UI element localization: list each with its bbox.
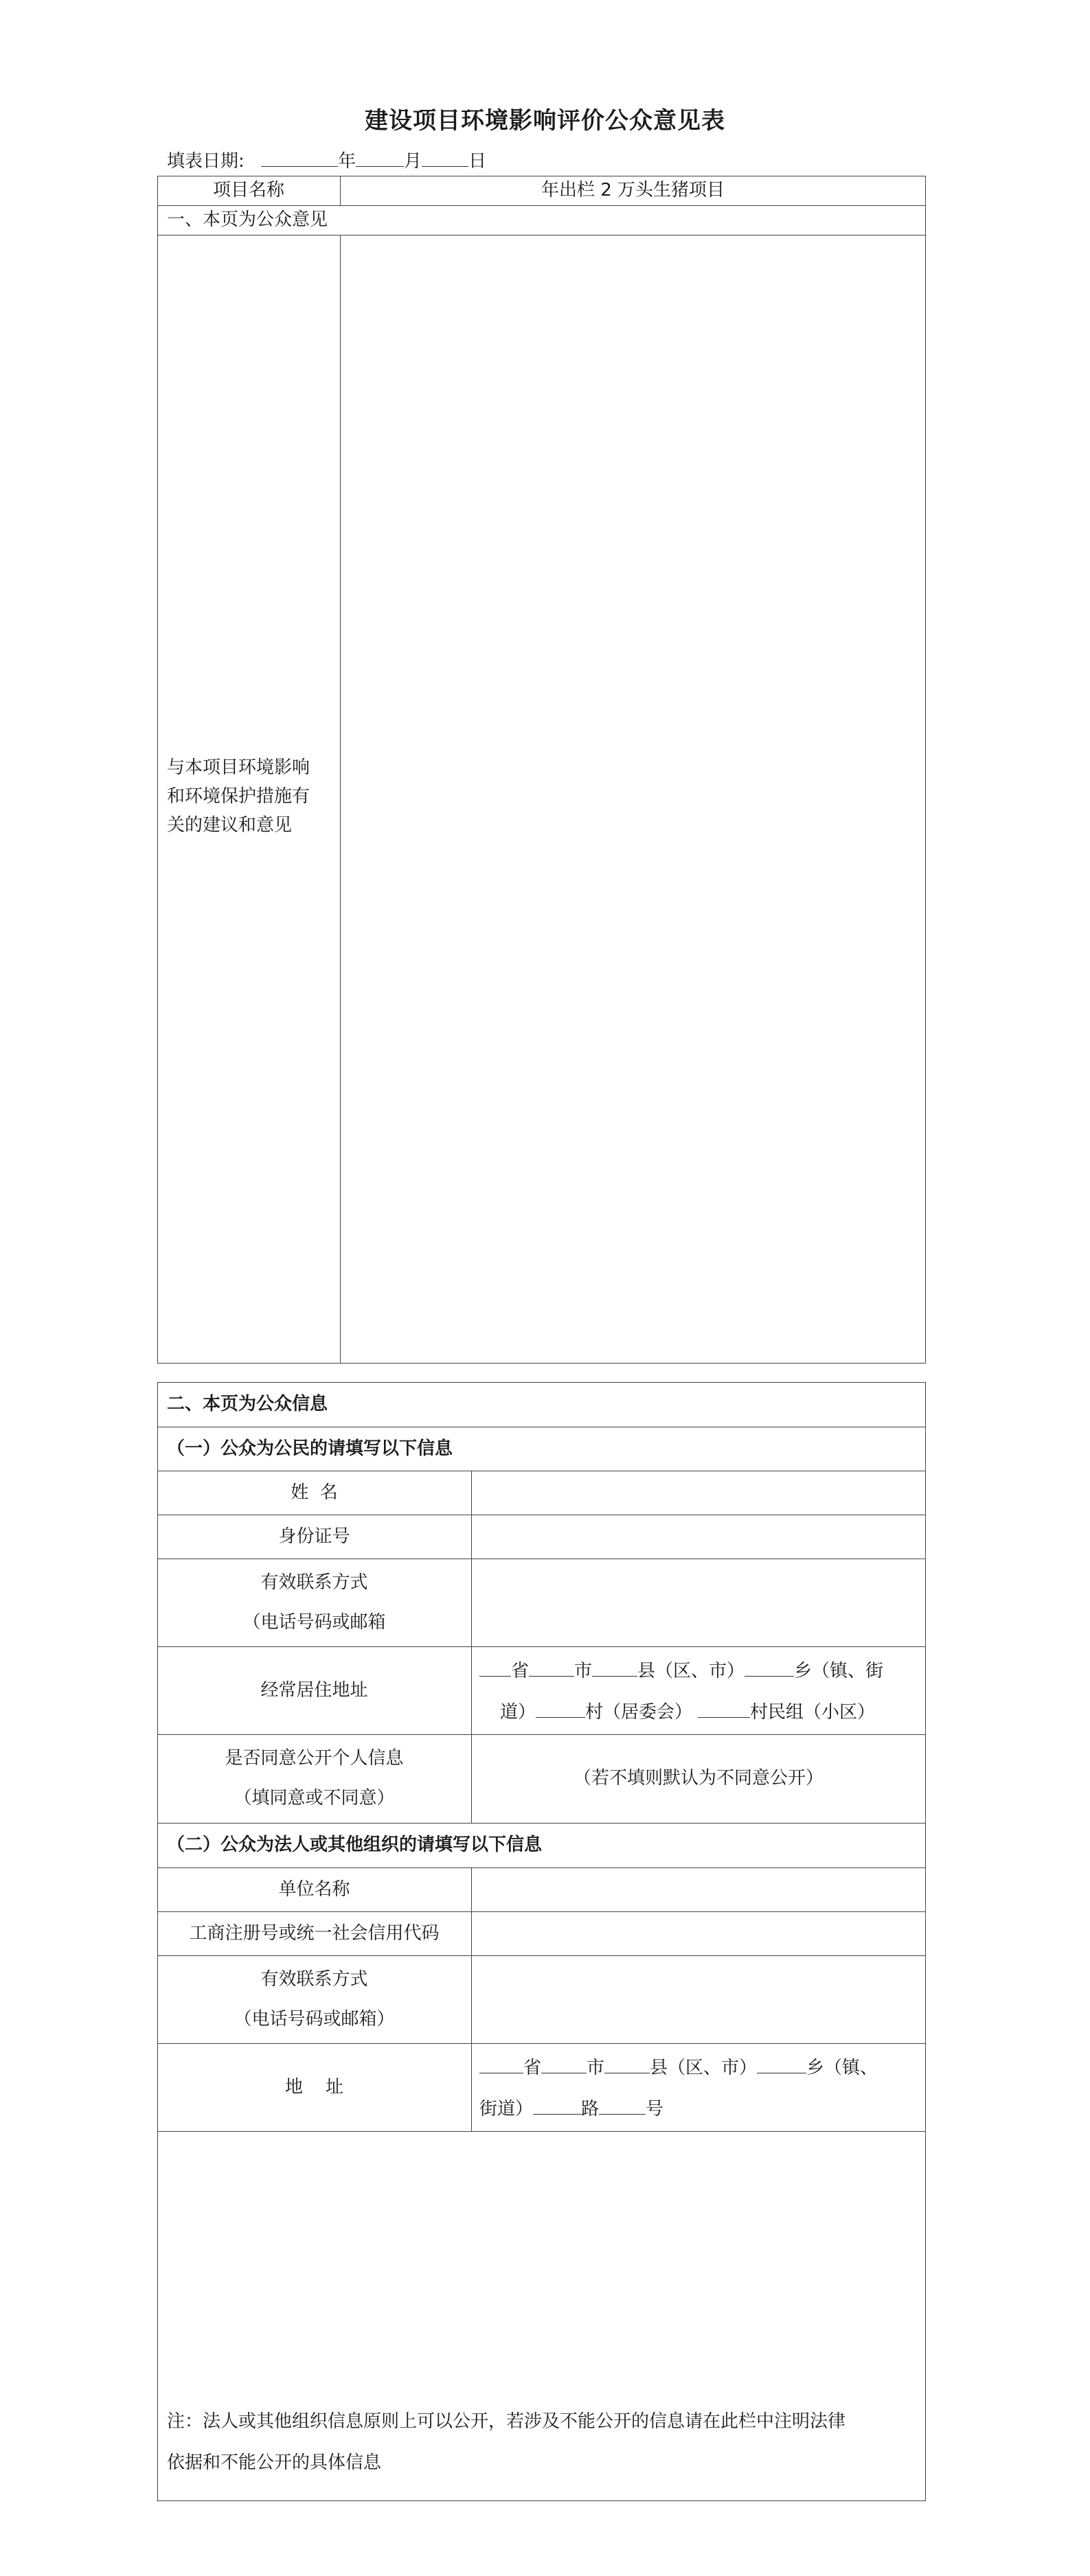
address-fields[interactable] (479, 1651, 883, 1733)
opinion-input-area[interactable] (341, 236, 924, 1362)
note-input-area[interactable] (159, 2132, 924, 2393)
org-contact-input[interactable] (473, 1957, 924, 2043)
consent-input[interactable]: （若不填则默认为不同意公开） (573, 1768, 824, 1789)
org-town-blank[interactable] (757, 2055, 806, 2073)
org-number-blank[interactable] (599, 2096, 646, 2115)
contact-label-line: 有效联系方式 (260, 1572, 368, 1593)
address-line-2 (479, 1692, 883, 1733)
village-label: 村（居委会） (585, 1702, 693, 1723)
county-blank[interactable] (592, 1658, 637, 1677)
street-label: 道） (500, 1702, 536, 1723)
section2-header: 二、本页为公众信息 (167, 1394, 328, 1414)
org-name-input[interactable] (473, 1869, 924, 1911)
org-header: （二）公众为法人或其他组织的请填写以下信息 (167, 1835, 543, 1855)
contact-label-line: （电话号码或邮箱 (242, 1612, 386, 1633)
org-town-label: 乡（镇、 (806, 2058, 878, 2078)
table-row-divider (157, 2131, 926, 2132)
village-blank[interactable] (536, 1699, 585, 1718)
opinion-label-line: 关的建议和意见 (167, 815, 293, 836)
org-number-label: 号 (646, 2099, 664, 2119)
year-blank[interactable] (261, 150, 338, 167)
org-contact-label-line: 有效联系方式 (260, 1969, 368, 1990)
org-province-blank[interactable] (479, 2055, 523, 2073)
project-name-value: 年出栏 2 万头生猪项目 (541, 180, 725, 200)
opinion-label-line: 和环境保护措施有 (167, 786, 310, 807)
province-label: 省 (511, 1661, 530, 1681)
name-input[interactable] (473, 1472, 924, 1515)
fill-date (167, 147, 486, 172)
org-county-label: 县（区、市） (650, 2058, 758, 2078)
project-name-label: 项目名称 (212, 180, 284, 200)
id-input[interactable] (473, 1516, 924, 1559)
note-line: 依据和不能公开的具体信息 (167, 2452, 382, 2473)
org-name-label: 单位名称 (278, 1879, 350, 1900)
contact-label (157, 1563, 471, 1642)
table-col-divider (471, 1867, 472, 2131)
org-county-blank[interactable] (604, 2055, 650, 2073)
contact-input[interactable] (473, 1560, 924, 1646)
org-road-label: 路 (581, 2099, 600, 2119)
day-label: 日 (468, 151, 487, 172)
org-city-blank[interactable] (541, 2055, 587, 2073)
org-contact-label-line: （电话号码或邮箱） (234, 2009, 395, 2029)
consent-label-line: （填同意或不同意） (234, 1788, 395, 1808)
table-row-divider (157, 1955, 926, 1956)
org-address-fields[interactable] (479, 2047, 878, 2130)
citizen-header: （一）公众为公民的请填写以下信息 (167, 1438, 453, 1459)
org-city-label: 市 (587, 2058, 605, 2078)
consent-label-line: 是否同意公开个人信息 (225, 1748, 404, 1769)
province-blank[interactable] (479, 1658, 511, 1677)
form-title: 建设项目环境影响评价公众意见表 (365, 107, 725, 135)
town-label: 乡（镇、街 (794, 1661, 884, 1681)
opinion-label (167, 753, 342, 840)
day-blank[interactable] (422, 150, 468, 167)
address-label: 经常居住地址 (260, 1680, 368, 1701)
consent-label (157, 1738, 471, 1818)
org-address-line-1 (479, 2047, 878, 2089)
city-blank[interactable] (529, 1658, 574, 1677)
group-blank[interactable] (698, 1699, 750, 1718)
city-label: 市 (574, 1661, 593, 1681)
org-code-input[interactable] (473, 1913, 924, 1955)
month-label: 月 (404, 151, 422, 172)
org-address-label: 地 址 (284, 2077, 344, 2097)
town-blank[interactable] (745, 1658, 794, 1677)
org-code-label: 工商注册号或统一社会信用代码 (189, 1923, 440, 1944)
org-street-label: 街道） (479, 2099, 534, 2119)
fill-date-label: 填表日期: (167, 151, 245, 172)
org-province-label: 省 (523, 2058, 542, 2078)
org-address-line-2 (479, 2089, 878, 2130)
note-line: 注：法人或其他组织信息原则上可以公开，若涉及不能公开的信息请在此栏中注明法律 (167, 2411, 846, 2432)
address-line-1 (479, 1651, 883, 1692)
county-label: 县（区、市） (637, 1661, 745, 1681)
note-text (167, 2401, 845, 2483)
year-label: 年 (338, 151, 356, 172)
org-road-blank[interactable] (533, 2096, 581, 2115)
section1-header: 一、本页为公众意见 (167, 209, 328, 230)
org-contact-label (157, 1959, 471, 2039)
id-label: 身份证号 (278, 1526, 350, 1547)
month-blank[interactable] (356, 150, 404, 167)
group-label: 村民组（小区） (750, 1702, 876, 1723)
name-label: 姓 名 (291, 1482, 338, 1503)
opinion-label-line: 与本项目环境影响 (167, 757, 310, 778)
